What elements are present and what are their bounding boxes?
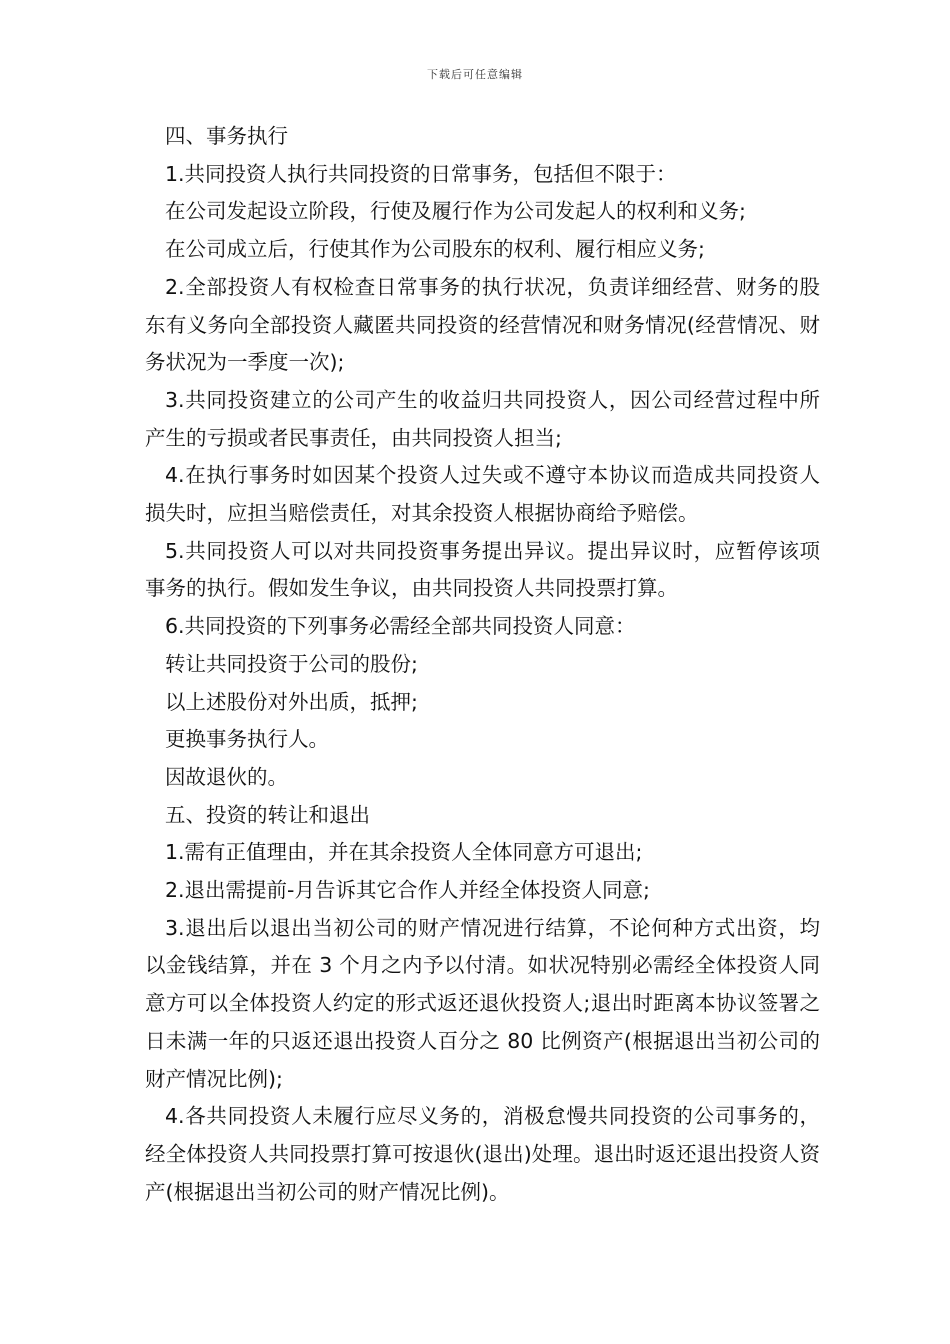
paragraph: 在公司成立后，行使其作为公司股东的权利、履行相应义务; bbox=[165, 237, 705, 262]
paragraph: 因故退伙的。 bbox=[165, 764, 288, 789]
section-heading-5: 五、投资的转让和退出 bbox=[165, 802, 370, 827]
paragraph: 2.退出需提前-月告诉其它合作人并经全体投资人同意; bbox=[165, 878, 650, 903]
document-body bbox=[145, 118, 820, 1211]
paragraph: 1.共同投资人执行共同投资的日常事务，包括但不限于： bbox=[165, 161, 677, 186]
section-heading-4: 四、事务执行 bbox=[165, 124, 288, 148]
paragraph: 6.共同投资的下列事务必需经全部共同投资人同意： bbox=[165, 614, 636, 639]
paragraph: 3.共同投资建立的公司产生的收益归共同投资人，因公司经营过程中所产生的亏损或者民事责任，由共同投资人担当; bbox=[145, 387, 820, 450]
page-header: 下载后可任意编辑 bbox=[427, 68, 523, 81]
paragraph: 1.需有正值理由，并在其余投资人全体同意方可退出; bbox=[165, 840, 643, 865]
paragraph: 5.共同投资人可以对共同投资事务提出异议。提出异议时，应暂停该项事务的执行。假如发生争议，由共同投资人共同投票打算。 bbox=[145, 538, 820, 601]
paragraph: 4.在执行事务时如因某个投资人过失或不遵守本协议而造成共同投资人损失时，应担当赔偿责任，对其余投资人根据协商给予赔偿。 bbox=[145, 463, 820, 526]
paragraph: 3.退出后以退出当初公司的财产情况进行结算，不论何种方式出资，均以金钱结算，并在 3 个月之内予以付清。如状况特别必需经全体投资人同意方可以全体投资人约定的形式返还退伙投资人;退出时距离本协议签署之日未满一年的只返还退出投资人百分之 80 比例资产(根据退出当初公司的财产情况比例); bbox=[145, 915, 820, 1091]
paragraph: 以上述股份对外出质，抵押; bbox=[165, 689, 418, 714]
paragraph: 4.各共同投资人未履行应尽义务的，消极怠慢共同投资的公司事务的，经全体投资人共同投票打算可按退伙(退出)处理。退出时返还退出投资人资产(根据退出当初公司的财产情况比例)。 bbox=[145, 1104, 820, 1204]
paragraph: 更换事务执行人。 bbox=[165, 727, 329, 752]
paragraph: 在公司发起设立阶段，行使及履行作为公司发起人的权利和义务; bbox=[165, 199, 746, 224]
paragraph: 转让共同投资于公司的股份; bbox=[165, 651, 418, 676]
paragraph: 2.全部投资人有权检查日常事务的执行状况，负责详细经营、财务的股东有义务向全部投资人藏匿共同投资的经营情况和财务情况(经营情况、财务状况为一季度一次); bbox=[145, 274, 820, 375]
